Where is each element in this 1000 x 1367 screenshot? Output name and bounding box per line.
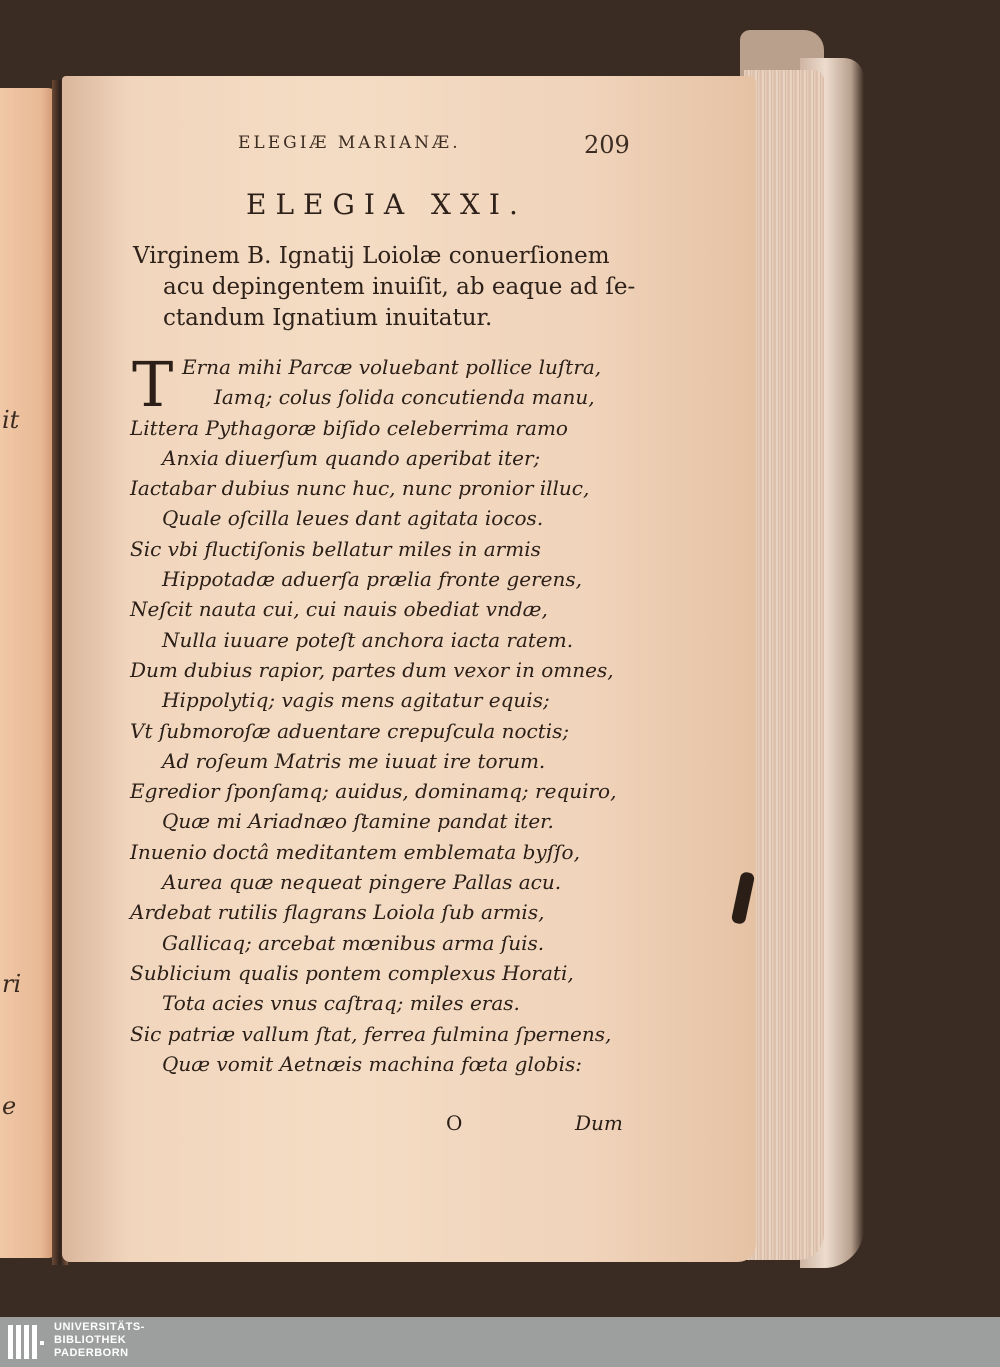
verse-line: Neſcit nauta cui, cui nauis obediat vndæ,	[130, 597, 548, 622]
left-page-fragment: ri	[2, 970, 22, 998]
verse-line: Sic patriæ vallum ſtat, ferrea fulmina ſpernens,	[130, 1021, 612, 1046]
verse-line: Quæ mi Ariadnæo ſtamine pandat iter.	[162, 809, 554, 834]
verse-line: Erna mihi Parcæ voluebant pollice luſtra,	[182, 355, 602, 379]
verse-line: Nulla iuuare poteſt anchora iacta ratem.	[162, 627, 574, 652]
verse-line: Sublicium qualis pontem complexus Horati,	[130, 960, 574, 985]
catchword: Dum	[575, 1111, 623, 1135]
running-head: ELEGIÆ MARIANÆ.	[238, 133, 461, 153]
verse-block	[130, 348, 650, 1079]
verse-line: Dum dubius rapior, partes dum vexor in omnes,	[130, 657, 614, 682]
elegy-argument	[133, 241, 636, 334]
verse-line: Vt ſubmoroſæ aduentare crepuſcula noctis;	[130, 718, 570, 743]
verse-line: Hippolytiq; vagis mens agitatur equis;	[162, 688, 550, 713]
library-name-line: UNIVERSITÄTS-	[54, 1321, 145, 1333]
verse-line: Littera Pythagoræ biſido celeberrima ramo	[130, 415, 568, 440]
argument-line: ctandum Ignatium inuitatur.	[163, 305, 493, 331]
page-edges	[744, 70, 824, 1260]
verse-line: Iactabar dubius nunc huc, nunc pronior illuc,	[130, 476, 590, 501]
library-name-line: BIBLIOTHEK	[54, 1334, 127, 1346]
verse-line: Ardebat rutilis flagrans Loiola ſub armis,	[130, 900, 545, 925]
verse-line: Quæ vomit Aetnæis machina fœta globis:	[162, 1051, 583, 1076]
verse-line: Gallicaq; arcebat mœnibus arma ſuis.	[162, 930, 545, 955]
left-page-fragment: it	[2, 406, 20, 434]
verse-line: Quale oſcilla leues dant agitata iocos.	[162, 506, 544, 531]
page-number: 209	[584, 131, 630, 159]
verse-line: Inuenio doctâ meditantem emblemata byſſo,	[130, 839, 580, 864]
library-name-line: PADERBORN	[54, 1347, 129, 1359]
verse-line: Anxia diuerſum quando aperibat iter;	[162, 445, 541, 470]
library-name	[54, 1321, 145, 1360]
verse-line: Ad roſeum Matris me iuuat ire torum.	[162, 748, 546, 773]
library-footer	[0, 1317, 1000, 1367]
verse-line: Sic vbi fluctiſonis bellatur miles in armis	[130, 536, 541, 561]
elegy-title: ELEGIA XXI.	[246, 188, 527, 221]
verse-line: Hippotadæ aduerſa prælia fronte gerens,	[162, 567, 582, 592]
verse-line: Aurea quæ nequeat pingere Pallas acu.	[162, 870, 562, 895]
argument-line: Virginem B. Ignatij Loiolæ conuerſionem	[133, 243, 610, 269]
left-page	[0, 88, 58, 1258]
verse-line: Tota acies vnus caſtraq; miles eras.	[162, 991, 520, 1016]
left-page-fragment: e	[2, 1092, 17, 1120]
drop-cap: T	[132, 348, 174, 421]
signature-mark: O	[446, 1111, 463, 1135]
library-logo-icon	[4, 1321, 46, 1363]
verse-line: Egredior ſponſamq; auidus, dominamq; requiro,	[130, 779, 617, 804]
verse-line: Iamq; colus ſolida concutienda manu,	[214, 385, 595, 410]
argument-line: acu depingentem inuiſit, ab eaque ad ſe-	[163, 274, 636, 300]
